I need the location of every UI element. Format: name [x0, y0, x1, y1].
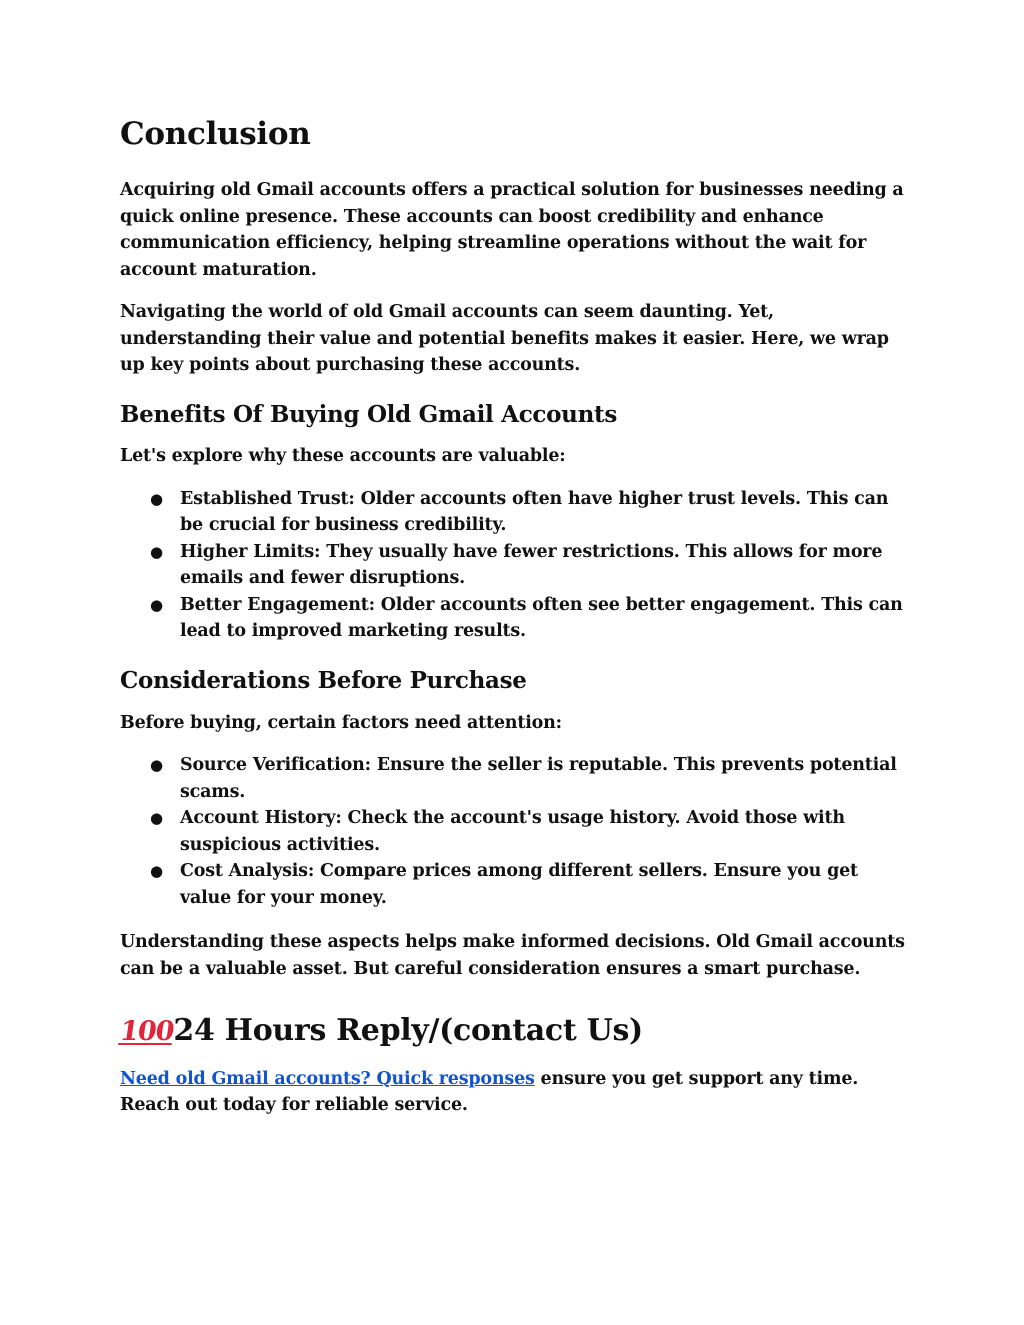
- document-page: [117, 116, 910, 1135]
- list-item-text: Cost Analysis: Compare prices among different sellers. Ensure you get value for your money.: [180, 861, 858, 908]
- list-item: [120, 805, 910, 858]
- contact-body-text: ensure you get support any time. Reach out today for reliable service.: [120, 1068, 859, 1116]
- bullet-icon: ●: [150, 809, 163, 828]
- list-item: [120, 592, 910, 645]
- contact-heading-text: 24 Hours Reply/(contact Us): [173, 1013, 643, 1049]
- list-item-text: Source Verification: Ensure the seller is reputable. This prevents potential scams.: [180, 755, 897, 802]
- contact-link[interactable]: Need old Gmail accounts? Quick responses: [120, 1068, 535, 1089]
- list-item-text: Better Engagement: Older accounts often see better engagement. This can lead to improved marketing results.: [180, 594, 903, 642]
- conclusion-paragraph-2: Navigating the world of old Gmail accounts can seem daunting. Yet, understanding their value and potential benefits makes it easier. Here, we wrap up key points about purchasing these accounts.: [120, 302, 889, 376]
- considerations-list: [120, 752, 910, 911]
- bullet-icon: ●: [150, 862, 163, 881]
- bullet-icon: ●: [150, 489, 163, 508]
- benefits-intro: Let's explore why these accounts are valuable:: [120, 446, 566, 467]
- conclusion-title: Conclusion: [120, 116, 311, 152]
- bullet-icon: ●: [150, 756, 163, 775]
- list-item: [120, 858, 910, 911]
- considerations-heading: Considerations Before Purchase: [120, 666, 527, 694]
- bullet-icon: ●: [150, 542, 163, 561]
- benefits-heading: Benefits Of Buying Old Gmail Accounts: [120, 400, 617, 428]
- contact-heading: [117, 1012, 910, 1050]
- hundred-points-icon: 100: [117, 1016, 176, 1048]
- considerations-closing: Understanding these aspects helps make informed decisions. Old Gmail accounts can be a valuable asset. But careful consideration ensures a smart purchase.: [120, 932, 905, 979]
- contact-paragraph: [120, 1066, 910, 1119]
- list-item-text: Account History: Check the account's usage history. Avoid those with suspicious activities.: [180, 808, 845, 855]
- bullet-icon: ●: [150, 595, 163, 614]
- benefits-list: [120, 486, 910, 645]
- list-item: [120, 486, 910, 539]
- considerations-intro: Before buying, certain factors need attention:: [120, 712, 562, 733]
- list-item-text: Higher Limits: They usually have fewer restrictions. This allows for more emails and fewer disruptions.: [180, 541, 883, 589]
- conclusion-paragraph-1: Acquiring old Gmail accounts offers a practical solution for businesses needing a quick online presence. These accounts can boost credibility and enhance communication efficiency, helping streamline operations without the wait for account maturation.: [120, 180, 904, 280]
- list-item-text: Established Trust: Older accounts often have higher trust levels. This can be crucial for business credibility.: [180, 488, 889, 536]
- list-item: [120, 539, 910, 592]
- list-item: [120, 752, 910, 805]
